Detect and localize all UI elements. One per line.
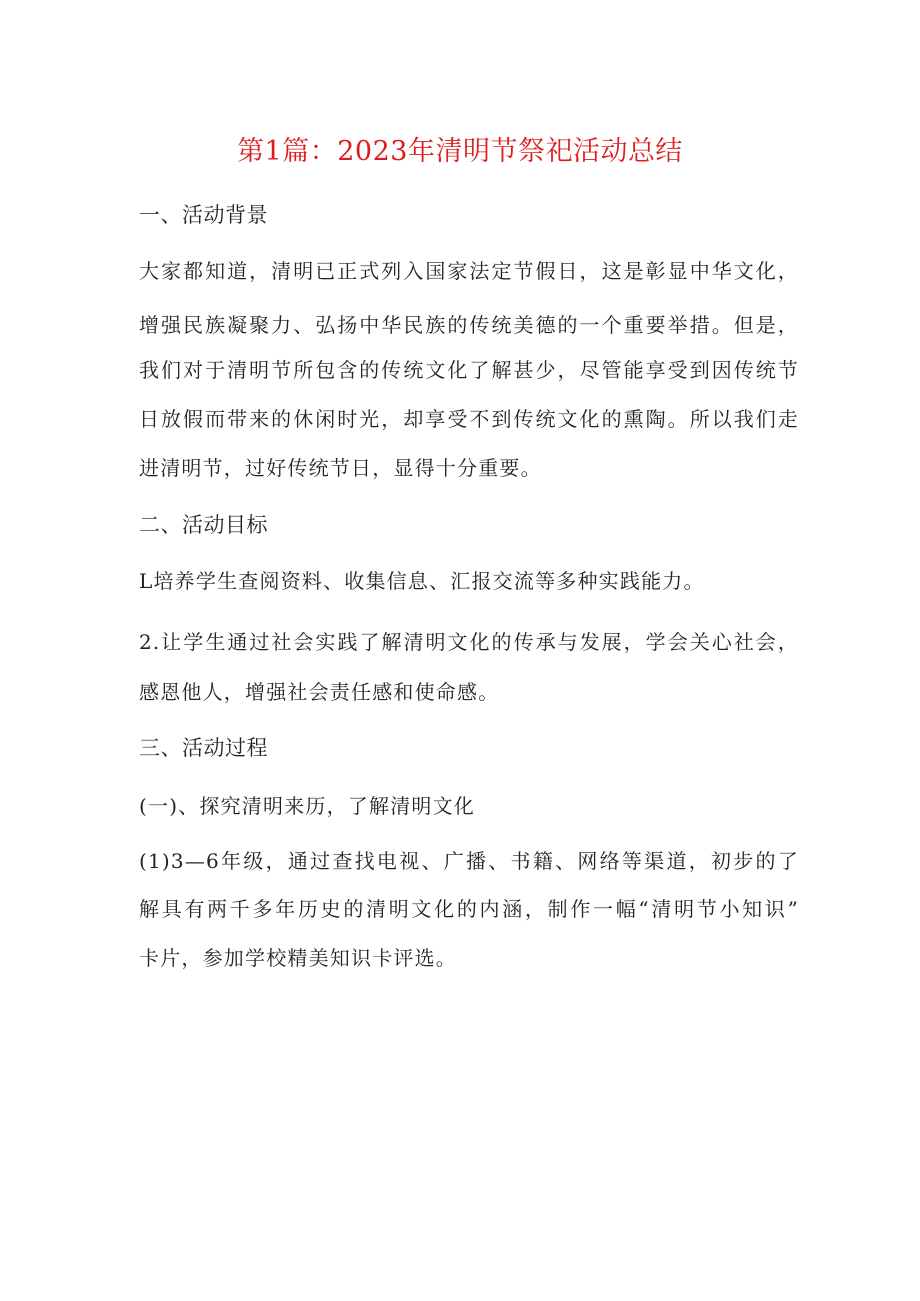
document-title: 第1篇：2023年清明节祭祀活动总结 [237, 136, 683, 167]
process-subheading: (一)、探究清明来历，了解清明文化 [139, 794, 476, 818]
process-item-line: 卡片，参加学校精美知识卡评选。 [139, 946, 457, 970]
goal-item-1: L培养学生查阅资料、收集信息、汇报交流等多种实践能力。 [139, 569, 705, 593]
paragraph-line: 日放假而带来的休闲时光，却享受不到传统文化的熏陶。所以我们走 [139, 407, 799, 431]
goal-item-2-line: 感恩他人，增强社会责任感和使命感。 [139, 680, 500, 704]
process-item-line: 解具有两千多年历史的清明文化的内涵，制作一幅“清明节小知识” [139, 897, 799, 921]
section-heading-background: 一、活动背景 [139, 203, 268, 227]
goal-item-2-line: 2.让学生通过社会实践了解清明文化的传承与发展，学会关心社会， [139, 630, 799, 654]
process-item-line: (1)3—6年级，通过查找电视、广播、书籍、网络等渠道，初步的了 [139, 849, 799, 873]
section-heading-process: 三、活动过程 [139, 736, 268, 760]
paragraph-line: 大家都知道，清明已正式列入国家法定节假日，这是彰显中华文化， [139, 259, 799, 283]
paragraph-line: 增强民族凝聚力、弘扬中华民族的传统美德的一个重要举措。但是， [139, 313, 799, 337]
section-heading-goals: 二、活动目标 [139, 513, 268, 537]
paragraph-line: 我们对于清明节所包含的传统文化了解甚少，尽管能享受到因传统节 [139, 358, 799, 382]
paragraph-line: 进清明节，过好传统节日，显得十分重要。 [139, 456, 542, 480]
